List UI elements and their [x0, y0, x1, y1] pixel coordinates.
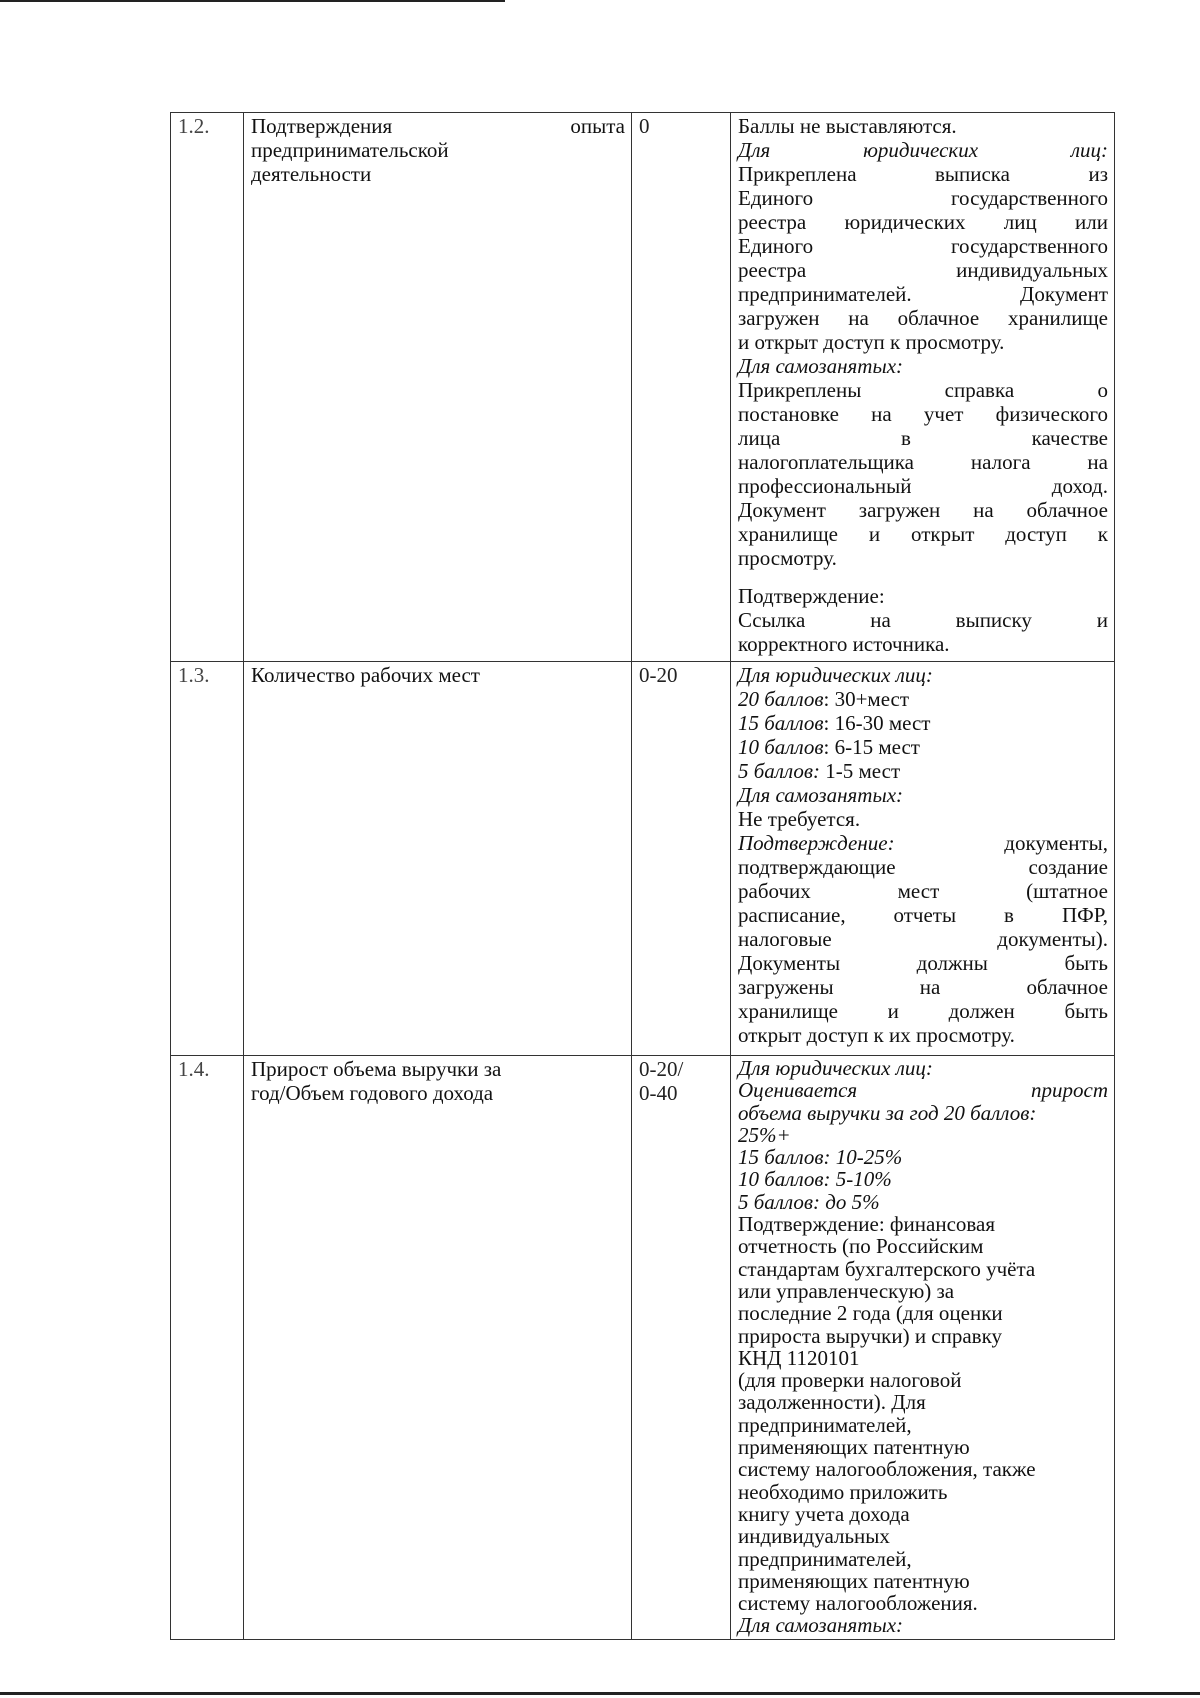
scan-edge-bottom [0, 1692, 1200, 1695]
desc-line: книгу учета дохода [738, 1501, 910, 1526]
row-number: 1.3. [171, 662, 244, 1056]
desc-line: или управленческую) за [738, 1278, 955, 1303]
desc-line: предпринимателей. Документ [738, 282, 1108, 306]
desc-line: (для проверки налоговой [738, 1368, 962, 1393]
desc-line: Баллы не выставляются. [738, 114, 957, 138]
criterion-cell [244, 1056, 632, 1640]
desc-line: систему налогообложения, также [738, 1457, 1036, 1482]
desc-line: 20 баллов: 30+мест [738, 687, 910, 711]
description-cell [731, 113, 1115, 662]
criteria-table [170, 112, 1115, 1640]
desc-line: предпринимателей, [738, 1412, 912, 1437]
desc-line: Единого государственного [738, 186, 1108, 210]
desc-line: Прикреплены справка о [738, 378, 1108, 402]
criterion-line: год/Объем годового дохода [251, 1081, 494, 1105]
score-cell: 0 [632, 113, 731, 662]
desc-line: просмотру. [738, 546, 837, 570]
criterion-line: деятельности [251, 162, 372, 186]
desc-line: КНД 1120101 [738, 1345, 860, 1370]
desc-line: Оценивается прирост [738, 1078, 1108, 1103]
desc-line: применяющих патентную [738, 1435, 970, 1460]
desc-line: лица в качестве [738, 426, 1108, 450]
desc-line: загружен на облачное хранилище [738, 306, 1108, 330]
desc-line: Подтверждение: финансовая [738, 1212, 996, 1237]
desc-line: 5 баллов: до 5% [738, 1189, 880, 1214]
score-line: 0-40 [639, 1081, 678, 1105]
score-line: 0-20/ [639, 1057, 684, 1081]
desc-line: индивидуальных [738, 1524, 890, 1549]
desc-line: объема выручки за год 20 баллов: [738, 1100, 1037, 1125]
desc-line: 15 баллов: 10-25% [738, 1145, 903, 1170]
row-number: 1.4. [171, 1056, 244, 1640]
criterion-line: предпринимательской [251, 138, 449, 162]
desc-line: отчетность (по Российским [738, 1234, 984, 1259]
desc-line: и открыт доступ к просмотру. [738, 330, 1005, 354]
desc-line: расписание, отчеты в ПФР, [738, 903, 1108, 927]
criterion-cell [244, 113, 632, 662]
desc-line: загружены на облачное [738, 975, 1108, 999]
desc-line: Не требуется. [738, 807, 861, 831]
description-cell [731, 662, 1115, 1056]
desc-line: 5 баллов: 1-5 мест [738, 759, 901, 783]
criterion-line: Количество рабочих мест [251, 663, 480, 687]
desc-line: профессиональный доход. [738, 474, 1108, 498]
table-row [171, 113, 1115, 662]
desc-line: налоговые документы). [738, 927, 1108, 951]
desc-line: предпринимателей, [738, 1546, 912, 1571]
desc-line: прироста выручки) и справку [738, 1323, 1003, 1348]
desc-line: хранилище и открыт доступ к [738, 522, 1108, 546]
desc-line: реестра индивидуальных [738, 258, 1108, 282]
desc-line: реестра юридических лиц или [738, 210, 1108, 234]
desc-line: Единого государственного [738, 234, 1108, 258]
row-number: 1.2. [171, 113, 244, 662]
desc-line: Подтверждение: [738, 584, 885, 608]
desc-line: систему налогообложения. [738, 1591, 978, 1616]
score-cell [632, 1056, 731, 1640]
desc-line: Для самозанятых: [738, 1613, 904, 1638]
desc-line: 25%+ [738, 1122, 791, 1147]
desc-line: налогоплательщика налога на [738, 450, 1108, 474]
desc-line: стандартам бухгалтерского учёта [738, 1256, 1036, 1281]
desc-line: 15 баллов: 16-30 мест [738, 711, 931, 735]
desc-line: применяющих патентную [738, 1568, 970, 1593]
table-row [171, 662, 1115, 1056]
desc-line: Для юридических лиц: [738, 138, 1108, 162]
score-cell: 0-20 [632, 662, 731, 1056]
description-cell [731, 1056, 1115, 1640]
desc-line: Прикреплена выписка из [738, 162, 1108, 186]
desc-line: 10 баллов: 6-15 мест [738, 735, 920, 759]
scan-edge-top [0, 0, 505, 2]
desc-line: подтверждающие создание [738, 855, 1108, 879]
desc-line: постановке на учет физического [738, 402, 1108, 426]
desc-line: Документы должны быть [738, 951, 1108, 975]
desc-line: Подтверждение: документы, [738, 831, 1108, 855]
desc-line: рабочих мест (штатное [738, 879, 1108, 903]
desc-line: необходимо приложить [738, 1479, 948, 1504]
desc-line: Документ загружен на облачное [738, 498, 1108, 522]
table-row [171, 1056, 1115, 1640]
desc-line: хранилище и должен быть [738, 999, 1108, 1023]
desc-line: Для самозанятых: [738, 354, 904, 378]
criterion-cell [244, 662, 632, 1056]
desc-line: Ссылка на выписку и [738, 608, 1108, 632]
desc-line: Для юридических лиц: [738, 1056, 933, 1080]
desc-line: Для юридических лиц: [738, 663, 933, 687]
desc-line: задолженности). Для [738, 1390, 926, 1415]
desc-line: открыт доступ к их просмотру. [738, 1023, 1015, 1047]
criterion-line: Подтверждения опыта [251, 114, 625, 138]
desc-line: последние 2 года (для оценки [738, 1301, 1003, 1326]
desc-line: Для самозанятых: [738, 783, 904, 807]
desc-line: корректного источника. [738, 632, 950, 656]
criterion-line: Прирост объема выручки за [251, 1057, 502, 1081]
desc-line: 10 баллов: 5-10% [738, 1167, 892, 1192]
